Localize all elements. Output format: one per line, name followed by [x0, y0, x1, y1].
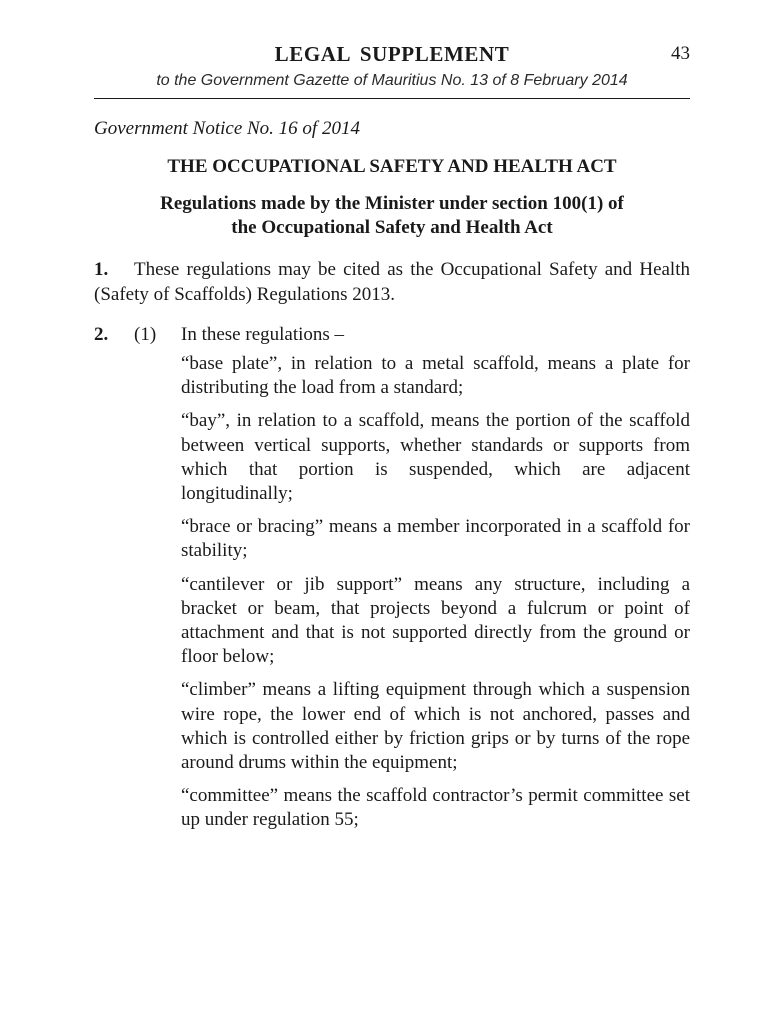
definition-bay: “bay”, in relation to a scaffold, means the portion of the scaffold between vertical supports, whether standards or supports from which that portion is suspended, which are adjacent longitudinally;	[181, 410, 690, 505]
regulation-1-number: 1.	[94, 259, 109, 280]
definitions-list	[181, 352, 690, 842]
notice-number: Government Notice No. 16 of 2014	[94, 118, 360, 139]
definition-base-plate: “base plate”, in relation to a metal scaffold, means a plate for distributing the load from a standard;	[181, 353, 690, 399]
subtitle-line-1: Regulations made by the Minister under section 100(1) of	[160, 193, 624, 214]
definition-brace: “brace or bracing” means a member incorporated in a scaffold for stability;	[181, 516, 690, 562]
subtitle-line-2: the Occupational Safety and Health Act	[231, 217, 553, 238]
regulation-1	[94, 257, 690, 307]
page-header	[94, 0, 690, 101]
page-number: 43	[671, 43, 690, 64]
definition-cantilever: “cantilever or jib support” means any structure, including a bracket or beam, that projects beyond a fulcrum or point of attachment and that is not supported directly from the ground or floor below;	[181, 573, 690, 668]
supplement-title: LEGAL SUPPLEMENT	[274, 42, 510, 66]
header-divider	[94, 98, 690, 99]
definition-committee: “committee” means the scaffold contractor’s permit committee set up under regulation 55;	[181, 785, 690, 831]
document-page	[94, 0, 690, 1024]
regulation-1-text: These regulations may be cited as the Occupational Safety and Health (Safety of Scaffolds) Regulations 2013.	[94, 259, 690, 305]
act-title: THE OCCUPATIONAL SAFETY AND HEALTH ACT	[167, 156, 617, 177]
regulation-2-subnumber: (1)	[134, 324, 157, 345]
regulations-subtitle	[94, 192, 690, 240]
gazette-reference: to the Government Gazette of Mauritius No. 13 of 8 February 2014	[156, 72, 628, 89]
regulation-2-intro: In these regulations –	[181, 324, 345, 345]
regulation-2-number: 2.	[94, 324, 109, 345]
regulation-2-heading	[94, 322, 344, 347]
definition-climber: “climber” means a lifting equipment through which a suspension wire rope, the lower end of which is not anchored, passes and which is controlled either by friction grips or by turns of the rope around drums within the equipment;	[181, 679, 690, 774]
